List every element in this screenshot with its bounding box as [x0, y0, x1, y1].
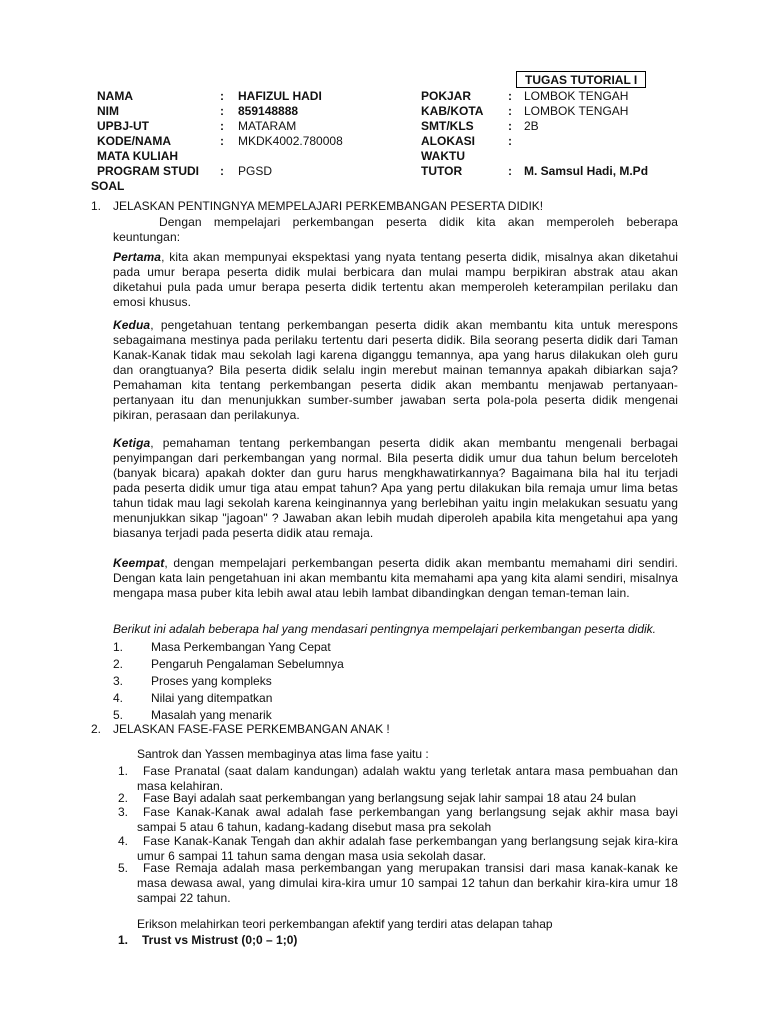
soal-label: SOAL: [91, 179, 125, 193]
header-colon: :: [220, 164, 224, 178]
q1-intro-paragraph: Dengan mempelajari perkembangan peserta didik kita akan memperoleh beberapa keuntungan:: [113, 215, 678, 244]
header-colon: :: [220, 104, 224, 118]
phase-item: Fase Remaja adalah masa perkembangan yang merupakan transisi dari masa kanak-kanak ke masa dewasa awal, yang dimulai kira-kira umur 10 sampai 12 tahun dan berkahir kira-kira umur 18 sampai 22 tahun.: [137, 861, 678, 905]
q1-point-1-lead: Pertama: [113, 250, 162, 264]
basis-list-item: Proses yang kompleks: [151, 674, 272, 688]
header-label-program-studi: PROGRAM STUDI: [97, 164, 199, 178]
q1-point-3-text: , pemahaman tentang perkembangan peserta didik akan membantu mengenali berbagai penyimpangan dari perkembangan yang normal. Bila peserta didik umur dua tahun belum berceloteh (banyak bicara) apakah dokter dan guru harus mengkhawatirkannya? Bagaimana bila hal itu terjadi pada peserta didik umur tiga atau empat tahun? Apa yang pertu dilakukan bila remaja umur lima betas tahun tidak mau lagi sekolah karena keinginannya yang berlebihan yaitu ingin melakukan sesuatu yang menunjukkan sikap "jagoan" ? Jawaban akan lebih mudah diperoleh apabila kita mengetahui apa yang biasanya terjadi pada peserta didik atau remaja.: [113, 436, 678, 540]
header-value-kode-nama: MKDK4002.780008: [238, 134, 343, 148]
phase-item: Fase Kanak-Kanak Tengah dan akhir adalah fase perkembangan yang berlangsung sejak kira-kira umur 6 sampai 11 tahun sama dengan masa usia sekolah dasar.: [137, 834, 678, 863]
basis-list-item: Masa Perkembangan Yang Cepat: [151, 640, 331, 654]
q1-point-3-lead: Ketiga: [113, 436, 151, 450]
header-label-smt-kls: SMT/KLS: [421, 119, 474, 133]
header-label-alokasi: ALOKASI: [421, 134, 475, 148]
q1-point-2-text: , pengetahuan tentang perkembangan peserta didik akan membantu kita untuk merespons sebagaimana mestinya pada perilaku tertentu dari peserta didik. Bila seorang peserta didik dari Taman Kanak-Kanak tidak mau sekolah lagi karena diganggu temannya, apa yang harus dilakukan oleh guru dan orangtuanya? Bila peserta didik selalu ingin merebut mainan temannya apakah dibiarkan saja? Pemahaman kita tentang perkembangan peserta didik akan membantu menjawab pertanyaan-pertanyaan itu dan menunjukkan sumber-sumber jawaban serta pola-pola peserta didik mengenai pikiran, perasaan dan perilakunya.: [113, 318, 678, 422]
phase-number: 5.: [118, 861, 129, 875]
phase-number: 2.: [118, 791, 129, 805]
phase-item: Fase Bayi adalah saat perkembangan yang berlangsung sejak lahir sampai 18 atau 24 bulan: [143, 791, 636, 805]
header-colon: :: [508, 134, 512, 148]
header-value-tutor: M. Samsul Hadi, M.Pd: [524, 164, 649, 178]
assignment-title: TUGAS TUTORIAL I: [516, 71, 646, 88]
basis-list-item: Masalah yang menarik: [151, 708, 272, 722]
header-colon: :: [508, 89, 512, 103]
phase-item: Fase Pranatal (saat dalam kandungan) adalah waktu yang terletak antara masa pembuahan dan masa kelahiran.: [137, 764, 678, 793]
erikson-intro: Erikson melahirkan teori perkembangan afektif yang terdiri atas delapan tahap: [137, 917, 553, 931]
basis-list-item: Nilai yang ditempatkan: [151, 691, 273, 705]
phase-item: Fase Kanak-Kanak awal adalah fase perkembangan yang berlangsung sejak akhir masa bayi sampai 5 atau 6 tahun, kadang-kadang disebut masa pra sekolah: [137, 805, 678, 834]
question-1-text: JELASKAN PENTINGNYA MEMPELAJARI PERKEMBANGAN PESERTA DIDIK!: [113, 199, 544, 213]
header-value-nama: HAFIZUL HADI: [238, 89, 322, 103]
header-value-smt-kls: 2B: [524, 119, 539, 133]
header-colon: :: [220, 89, 224, 103]
header-colon: :: [508, 104, 512, 118]
header-label-kode-nama: KODE/NAMA: [97, 134, 171, 148]
q1-point-2: [113, 318, 678, 423]
header-label-pokjar: POKJAR: [421, 89, 472, 103]
q1-point-1-text: , kita akan mempunyai ekspektasi yang nyata tentang peserta didik, misalnya akan diketahui pada umur berapa peserta didik mulai berbicara dan mulai mampu berpikiran abstrak atau akan diketahui pula pada umur berapa peserta didik tertentu akan memperoleh keterampilan perilaku dan emosi khusus.: [113, 250, 678, 309]
basis-list-number: 2.: [113, 657, 124, 671]
basis-list-number: 1.: [113, 640, 124, 654]
q1-point-1: [113, 250, 678, 310]
header-value-program-studi: PGSD: [238, 164, 273, 178]
header-label-kab-kota: KAB/KOTA: [421, 104, 484, 118]
phase-number: 4.: [118, 834, 129, 848]
question-2-text: JELASKAN FASE-FASE PERKEMBANGAN ANAK !: [113, 722, 390, 736]
header-label-tutor: TUTOR: [421, 164, 463, 178]
q1-point-2-lead: Kedua: [113, 318, 151, 332]
header-label-mata-kuliah: MATA KULIAH: [97, 149, 179, 163]
phase-number: 3.: [118, 805, 129, 819]
q2-intro: Santrok dan Yassen membaginya atas lima fase yaitu :: [137, 747, 429, 761]
question-1-number: 1.: [91, 199, 102, 213]
header-value-upbj: MATARAM: [238, 119, 297, 133]
header-label-nama: NAMA: [97, 89, 133, 103]
basis-list-number: 5.: [113, 708, 124, 722]
stage-title: Trust vs Mistrust (0;0 – 1;0): [142, 933, 298, 947]
basis-list-number: 4.: [113, 691, 124, 705]
header-label-waktu: WAKTU: [421, 149, 465, 163]
phase-number: 1.: [118, 764, 129, 778]
header-colon: :: [508, 164, 512, 178]
header-label-nim: NIM: [97, 104, 119, 118]
stage-number: 1.: [118, 933, 129, 947]
basis-list-item: Pengaruh Pengalaman Sebelumnya: [151, 657, 344, 671]
q1-point-4-text: , dengan mempelajari perkembangan peserta didik akan membantu memahami diri sendiri. Dengan kata lain pengetahuan ini akan membantu kita memahami apa yang kita alami sendiri, misalnya mengapa masa puber kita lebih awal atau lebih lambat dibandingkan dengan teman-teman lain.: [113, 556, 678, 600]
basis-list-number: 3.: [113, 674, 124, 688]
q1-basis-intro: Berikut ini adalah beberapa hal yang mendasari pentingnya mempelajari perkembangan peserta didik.: [113, 622, 657, 636]
q1-point-4: [113, 556, 678, 601]
header-value-kab-kota: LOMBOK TENGAH: [524, 104, 629, 118]
q1-point-3: [113, 436, 678, 541]
header-value-nim: 859148888: [238, 104, 299, 118]
header-colon: :: [220, 119, 224, 133]
q1-point-4-lead: Keempat: [113, 556, 165, 570]
header-colon: :: [220, 134, 224, 148]
header-value-pokjar: LOMBOK TENGAH: [524, 89, 629, 103]
header-colon: :: [508, 119, 512, 133]
header-label-upbj: UPBJ-UT: [97, 119, 150, 133]
question-2-number: 2.: [91, 722, 102, 736]
